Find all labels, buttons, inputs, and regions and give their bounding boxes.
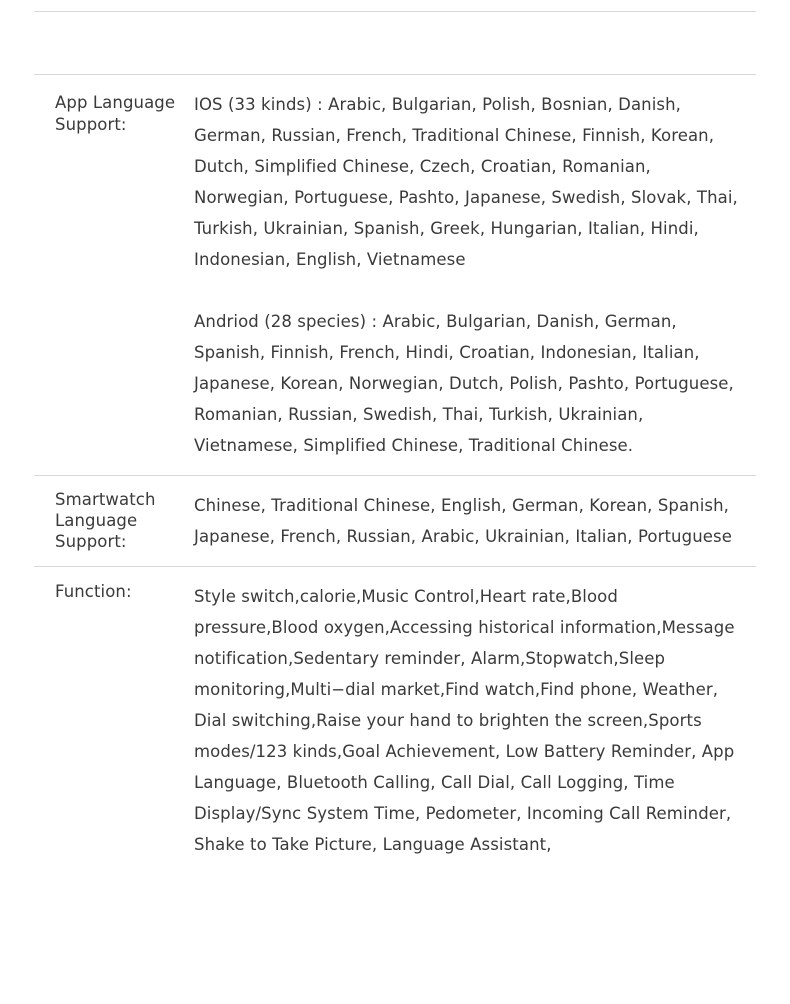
table-row [34,74,756,475]
row-label: Smartwatch Language Support: [55,490,156,551]
header-spacer [0,12,790,74]
row-value-paragraph: Style switch,calorie,Music Control,Heart rate,Blood pressure,Blood oxygen,Accessing historical information,Message notification,Sedentary reminder, Alarm,Stopwatch,Sleep monitoring,Multi−dial market,Find watch,Find phone, Weather, Dial switching,Raise your hand to brighten the screen,Sports modes/123 kinds,Goal Achievement, Low Battery Reminder, App Language, Bluetooth Calling, Call Dial, Call Logging, Time Display/Sync System Time, Pedometer, Incoming Call Reminder, Shake to Take Picture, Language Assistant, [194,587,735,854]
row-value-paragraph: Andriod (28 species) : Arabic, Bulgarian, Danish, German, Spanish, Finnish, French, Hindi, Croatian, Indonesian, Italian, Japanese, Korean, Norwegian, Dutch, Polish, Pashto, Portuguese, Romanian, Russian, Swedish, Thai, Turkish, Ukrainian, Vietnamese, Simplified Chinese, Traditional Chinese. [194,312,734,455]
row-value-paragraph: Chinese, Traditional Chinese, English, German, Korean, Spanish, Japanese, French, Russian, Arabic, Ukrainian, Italian, Portuguese [194,496,732,546]
row-value-paragraph: IOS (33 kinds) : Arabic, Bulgarian, Polish, Bosnian, Danish, German, Russian, French, Traditional Chinese, Finnish, Korean, Dutch, Simplified Chinese, Czech, Croatian, Romanian, Norwegian, Portuguese, Pashto, Japanese, Swedish, Slovak, Thai, Turkish, Ukrainian, Spanish, Greek, Hungarian, Italian, Hindi, Indonesian, English, Vietnamese [194,95,738,269]
row-label: App Language Support: [55,93,176,134]
row-value [194,75,756,475]
table-row [34,566,756,874]
table-row [34,475,756,566]
top-spacer [0,0,790,11]
row-label: Function: [55,582,132,601]
row-value [194,567,756,874]
row-value [194,476,756,566]
